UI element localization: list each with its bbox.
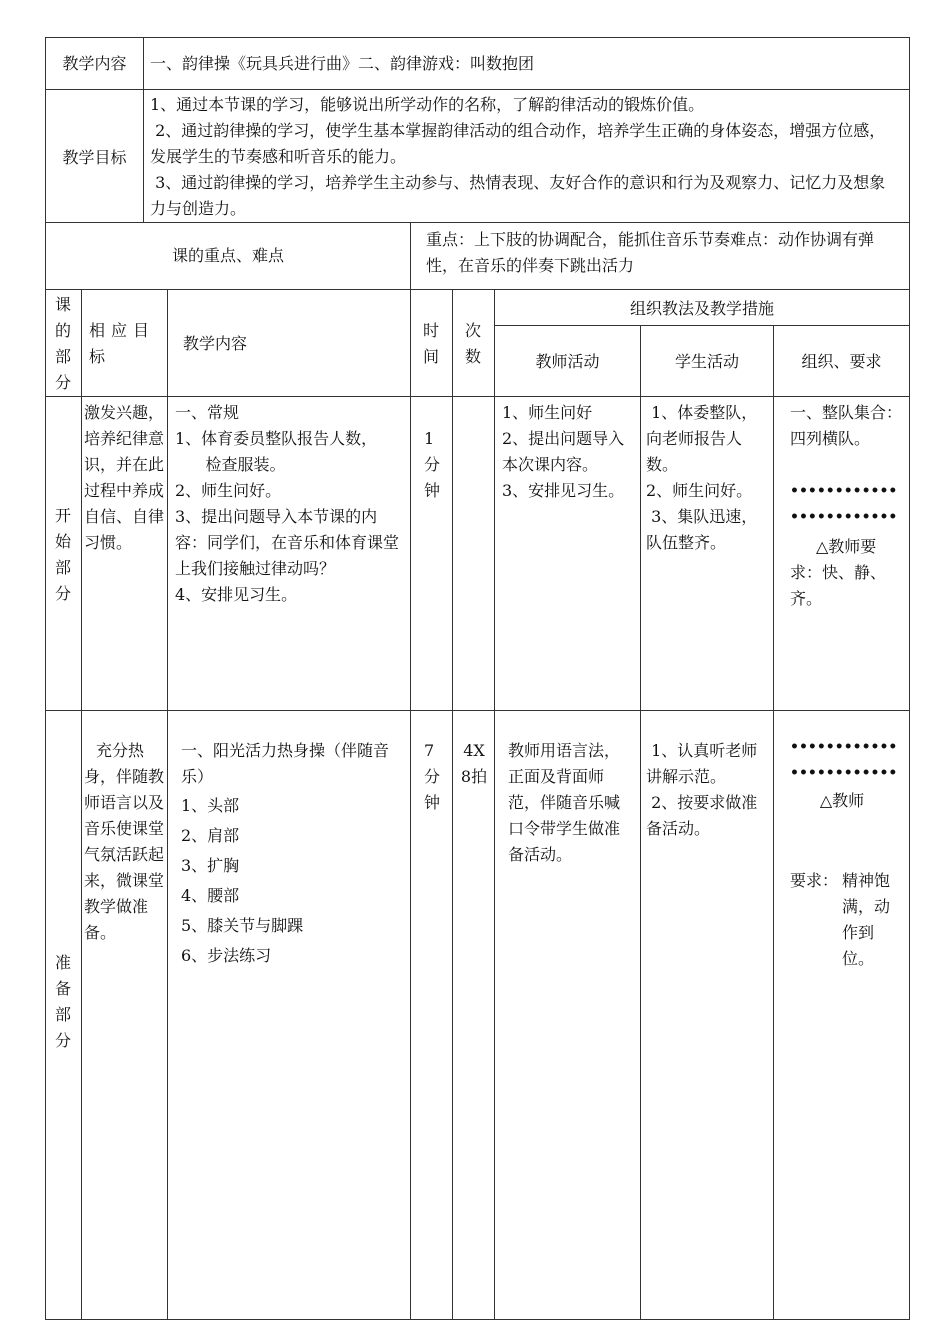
table-border — [143, 37, 144, 223]
list-item: 4、腰部 — [181, 886, 240, 905]
requirement-label: 要求： — [790, 871, 839, 890]
formation-dots-row: •••••••••••• — [790, 765, 898, 781]
content-label: 教学内容 — [62, 54, 127, 73]
col-content: 教学内容 — [183, 334, 248, 353]
goal-item: 1、通过本节课的学习，能够说出所学动作的名称，了解韵律活动的锻炼价值。 — [150, 95, 705, 114]
row-time: 1分钟 — [424, 429, 441, 500]
table-border — [494, 289, 495, 1320]
col-part: 课的部分 — [54, 295, 71, 392]
warmup-list — [181, 791, 406, 971]
table-border — [410, 289, 411, 1320]
table-border — [45, 37, 910, 38]
table-border — [45, 37, 46, 1320]
table-border — [45, 710, 910, 711]
row-student: 1、体委整队，向老师报告人数。 2、师生问好。 3、集队迅速，队伍整齐。 — [646, 403, 758, 552]
table-border — [45, 222, 910, 223]
row-part: 准备部分 — [54, 953, 71, 1050]
requirement-value: 精神饱满，动作到位。 — [842, 871, 891, 968]
row-part: 开始部分 — [54, 506, 71, 603]
table-border — [640, 325, 641, 1320]
content-value: 一、韵律操《玩具兵进行曲》二、韵律游戏：叫数抱团 — [150, 54, 535, 73]
formation-dots-row: •••••••••••• — [790, 483, 898, 499]
org-intro: 一、整队集合：四列横队。 — [790, 403, 903, 448]
row-content: 一、常规 1、体育委员整队报告人数， 检查服装。 2、师生问好。 3、提出问题导入本节课的内容：同学们，在音乐和体育课堂上我们接触过律动吗？ 4、安排见习生。 — [175, 403, 400, 604]
col-teacher: 教师活动 — [535, 352, 600, 371]
goals-list — [150, 92, 900, 222]
row-teacher: 1、师生问好 2、提出问题导入本次课内容。 3、安排见习生。 — [502, 403, 625, 500]
goal-item: 3、通过韵律操的学习，培养学生主动参与、热情表现、友好合作的意识和行为及观察力、记忆力及想象力与创造力。 — [150, 173, 886, 218]
table-border — [773, 325, 774, 1320]
row-goal: 充分热身，伴随教师语言以及音乐使课堂气氛活跃起来，微课堂教学做准备。 — [84, 741, 165, 942]
teacher-mark: △教师 — [819, 791, 865, 810]
table-border — [494, 325, 910, 326]
table-border — [452, 289, 453, 1320]
row-time: 7分钟 — [424, 741, 441, 812]
table-border — [410, 222, 411, 290]
goal-item: 2、通过韵律操的学习，使学生基本掌握韵律活动的组合动作，培养学生正确的身体姿态，增强方位感，发展学生的节奏感和听音乐的能力。 — [150, 121, 886, 166]
col-org: 组织、要求 — [801, 352, 882, 371]
table-border — [45, 89, 910, 90]
goals-label: 教学目标 — [62, 148, 127, 167]
row-goal: 激发兴趣，培养纪律意识，并在此过程中养成自信、自律习惯。 — [84, 403, 165, 552]
col-time: 时间 — [422, 321, 439, 366]
keypoints-value: 重点：上下肢的协调配合，能抓住音乐节奏难点：动作协调有弹性，在音乐的伴奏下跳出活力 — [426, 230, 875, 275]
table-border — [81, 289, 82, 1320]
list-item: 6、步法练习 — [181, 946, 272, 965]
list-item: 2、肩部 — [181, 826, 240, 845]
col-methods: 组织教法及教学措施 — [629, 299, 774, 318]
formation-dots-row: •••••••••••• — [790, 739, 898, 755]
list-item: 1、头部 — [181, 796, 240, 815]
table-border — [45, 396, 910, 397]
list-item: 5、膝关节与脚踝 — [181, 916, 304, 935]
row-content-title: 一、阳光活力热身操（伴随音乐） — [181, 741, 390, 786]
row-teacher: 教师用语言法，正面及背面师范，伴随音乐喊口令带学生做准备活动。 — [508, 741, 621, 864]
row-count: 4X8拍 — [460, 741, 488, 786]
col-count: 次数 — [464, 321, 481, 366]
list-item: 3、扩胸 — [181, 856, 240, 875]
col-student: 学生活动 — [674, 352, 739, 371]
col-goal: 相应目标 — [89, 321, 156, 366]
teacher-mark: △教师要求：快、静、齐。 — [790, 537, 887, 608]
keypoints-label: 课的重点、难点 — [171, 246, 284, 265]
table-border — [167, 289, 168, 1320]
formation-dots-row: •••••••••••• — [790, 509, 898, 525]
table-border — [45, 1319, 910, 1320]
table-border — [909, 37, 910, 1320]
table-border — [45, 289, 910, 290]
row-student: 1、认真听老师讲解示范。 2、按要求做准备活动。 — [646, 741, 758, 838]
